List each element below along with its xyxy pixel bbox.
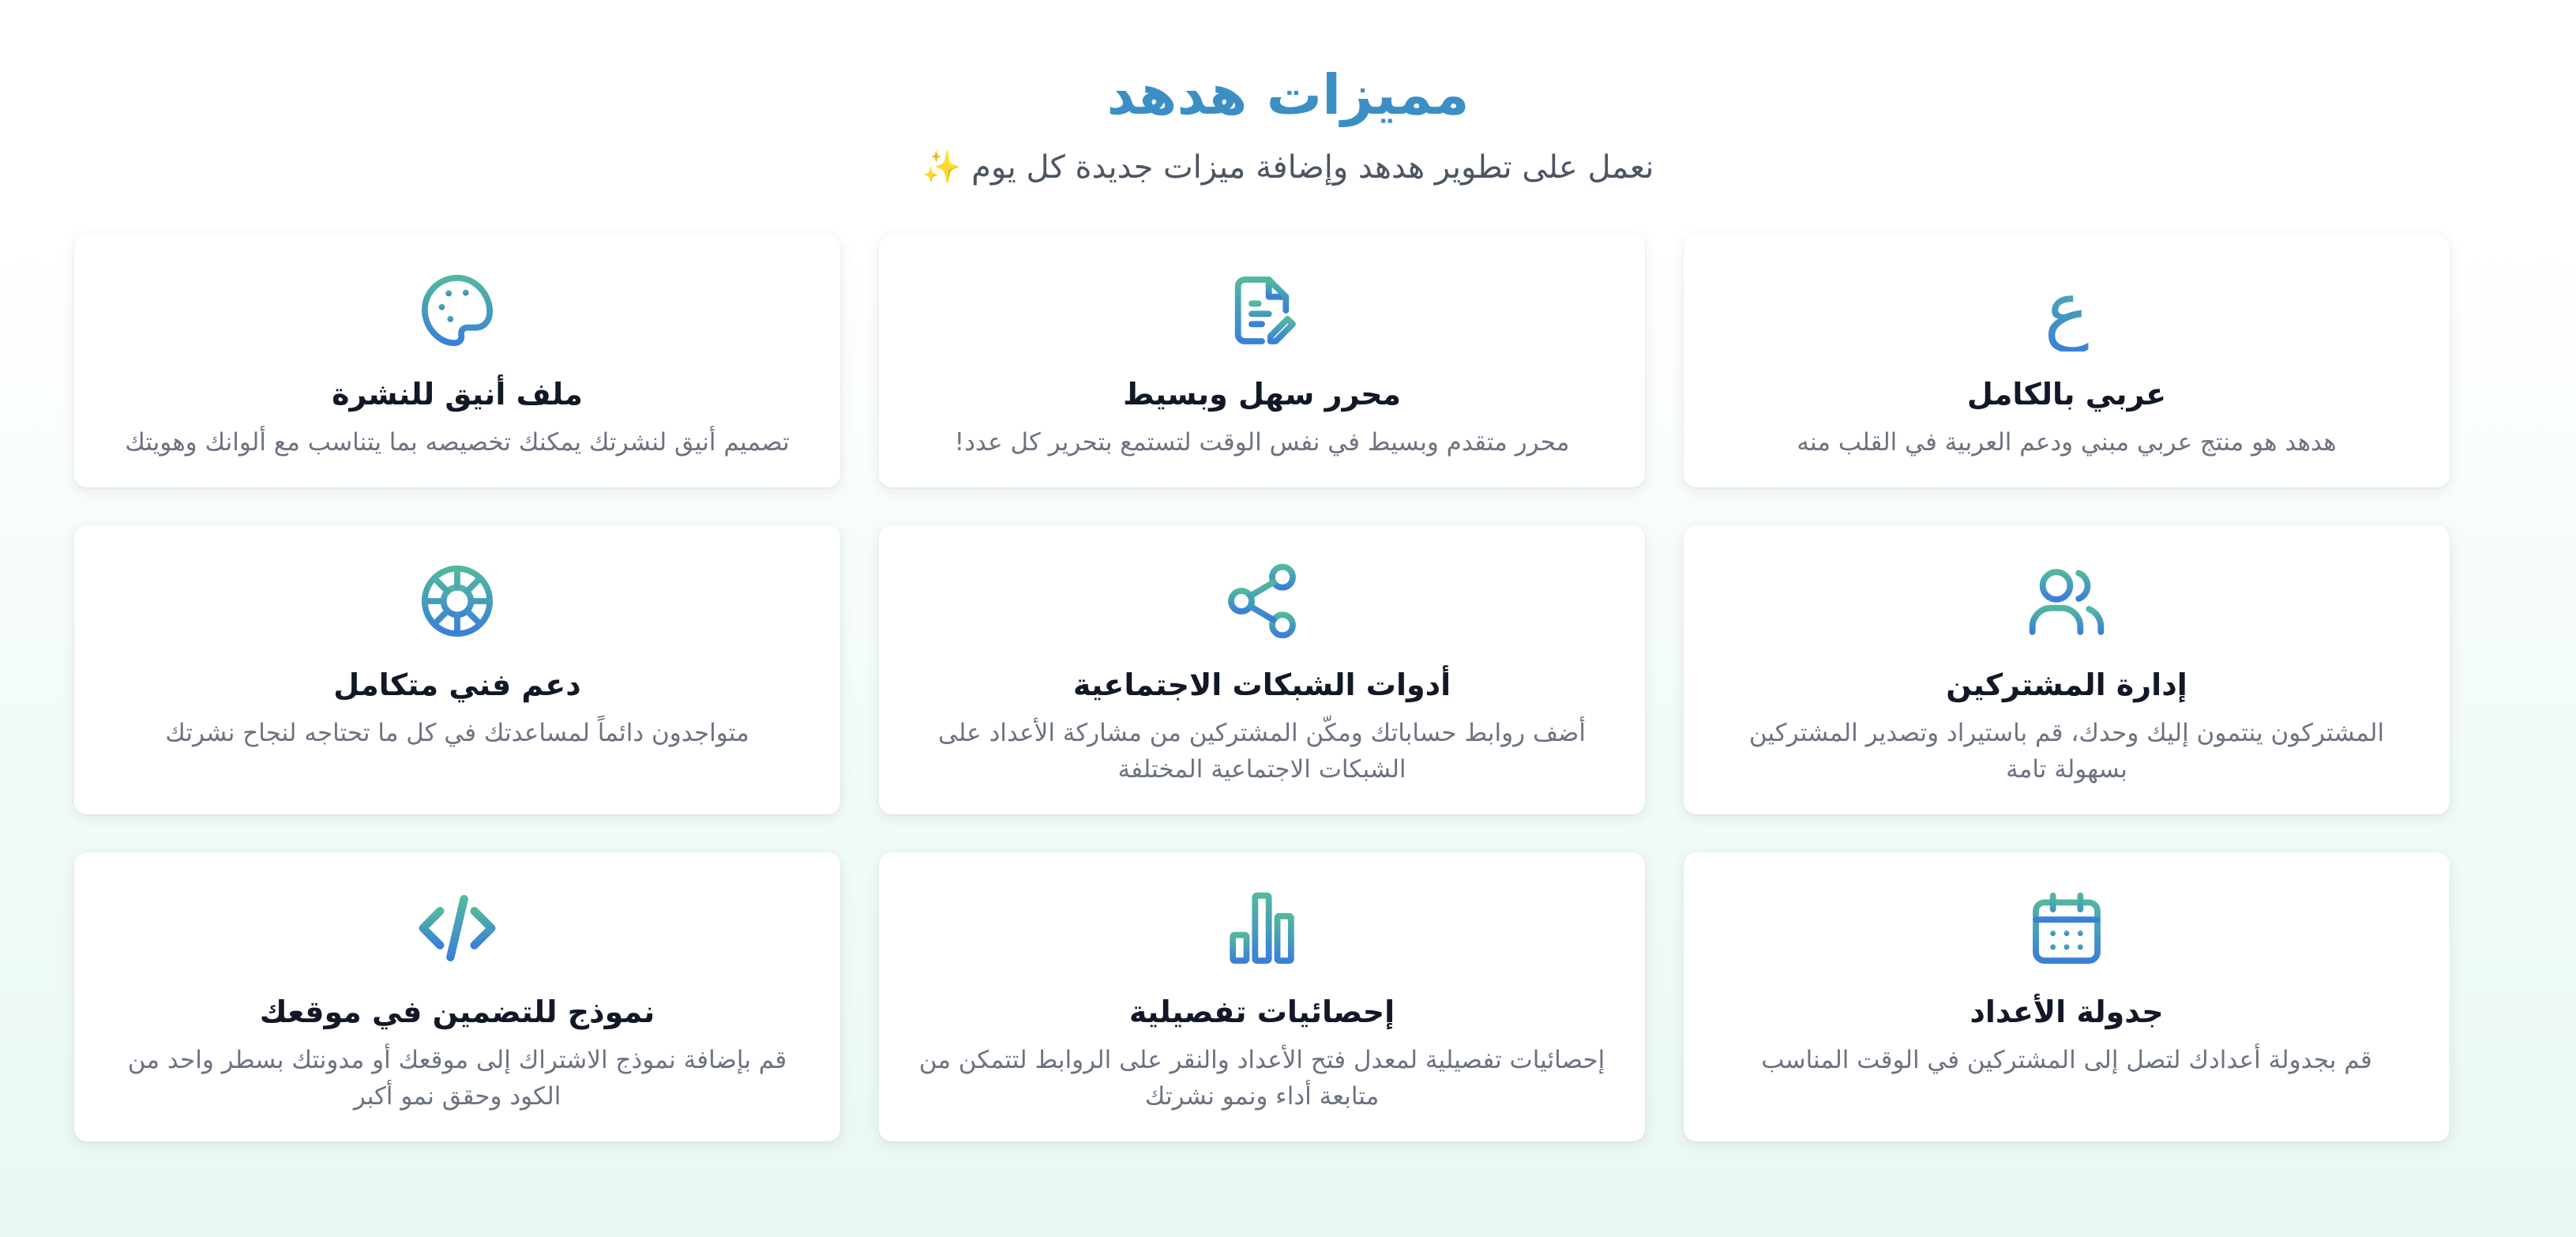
feature-card-editor [879, 235, 1645, 487]
palette-icon [416, 269, 498, 352]
users-icon [2026, 560, 2108, 642]
feature-title: أدوات الشبكات الاجتماعية [1072, 667, 1451, 702]
feature-title: نموذج للتضمين في موقعك [259, 994, 655, 1029]
features-header [0, 55, 2576, 190]
feature-card-social-tools [879, 525, 1645, 814]
feature-card-analytics [879, 852, 1645, 1141]
document-edit-icon [1221, 269, 1303, 352]
code-icon [416, 887, 498, 969]
feature-title: عربي بالكامل [1966, 377, 2167, 412]
feature-card-scheduling [1684, 852, 2450, 1141]
share-icon [1221, 560, 1303, 642]
feature-description: متواجدون دائماً لمساعدتك في كل ما تحتاجه لنجاح نشرتك [165, 719, 749, 747]
feature-card-embed-form [74, 852, 840, 1141]
bar-chart-icon [1221, 887, 1303, 969]
feature-title: إحصائيات تفصيلية [1128, 994, 1395, 1029]
feature-title: إدارة المشتركين [1946, 667, 2187, 702]
feature-description: هدهد هو منتج عربي مبني ودعم العربية في القلب منه [1797, 428, 2337, 457]
feature-description: إحصائيات تفصيلية لمعدل فتح الأعداد والنقر على الروابط لتتمكن من متابعة أداء ونمو نشرتك [918, 1046, 1605, 1111]
feature-description: محرر متقدم وبسيط في نفس الوقت لتستمع بتحرير كل عدد! [954, 428, 1570, 457]
feature-title: جدولة الأعداد [1970, 994, 2164, 1029]
feature-description: أضف روابط حساباتك ومكّن المشتركين من مشاركة الأعداد على الشبكات الاجتماعية المختلفة [938, 719, 1586, 784]
calendar-icon [2026, 887, 2108, 969]
svg-text:ع: ع [2044, 269, 2090, 352]
feature-description: المشتركون ينتمون إليك وحدك، قم باستيراد وتصدير المشتركين بسهولة تامة [1748, 719, 2385, 784]
feature-card-fully-arabic [1684, 235, 2450, 487]
feature-description: قم بجدولة أعدادك لتصل إلى المشتركين في الوقت المناسب [1761, 1046, 2372, 1074]
feature-title: محرر سهل وبسيط [1122, 377, 1402, 412]
lifebuoy-icon [416, 560, 498, 642]
feature-card-support [74, 525, 840, 814]
feature-card-subscribers [1684, 525, 2450, 814]
feature-description: تصميم أنيق لنشرتك يمكنك تخصيصه بما يتناسب مع ألوانك وهويتك [125, 428, 790, 457]
feature-title: دعم فني متكامل [333, 667, 581, 702]
page-subtitle: نعمل على تطوير هدهد وإضافة ميزات جديدة كل يوم ✨ [922, 149, 1654, 186]
features-grid [74, 235, 2450, 1179]
feature-title: ملف أنيق للنشرة [332, 377, 583, 412]
feature-card-newsletter-theme [74, 235, 840, 487]
feature-description: قم بإضافة نموذج الاشتراك إلى موقعك أو مدونتك بسطر واحد من الكود وحقق نمو أكبر [127, 1046, 787, 1111]
page-title: مميزات هدهد [1106, 62, 1470, 127]
arabic-letter-icon [2026, 269, 2108, 352]
